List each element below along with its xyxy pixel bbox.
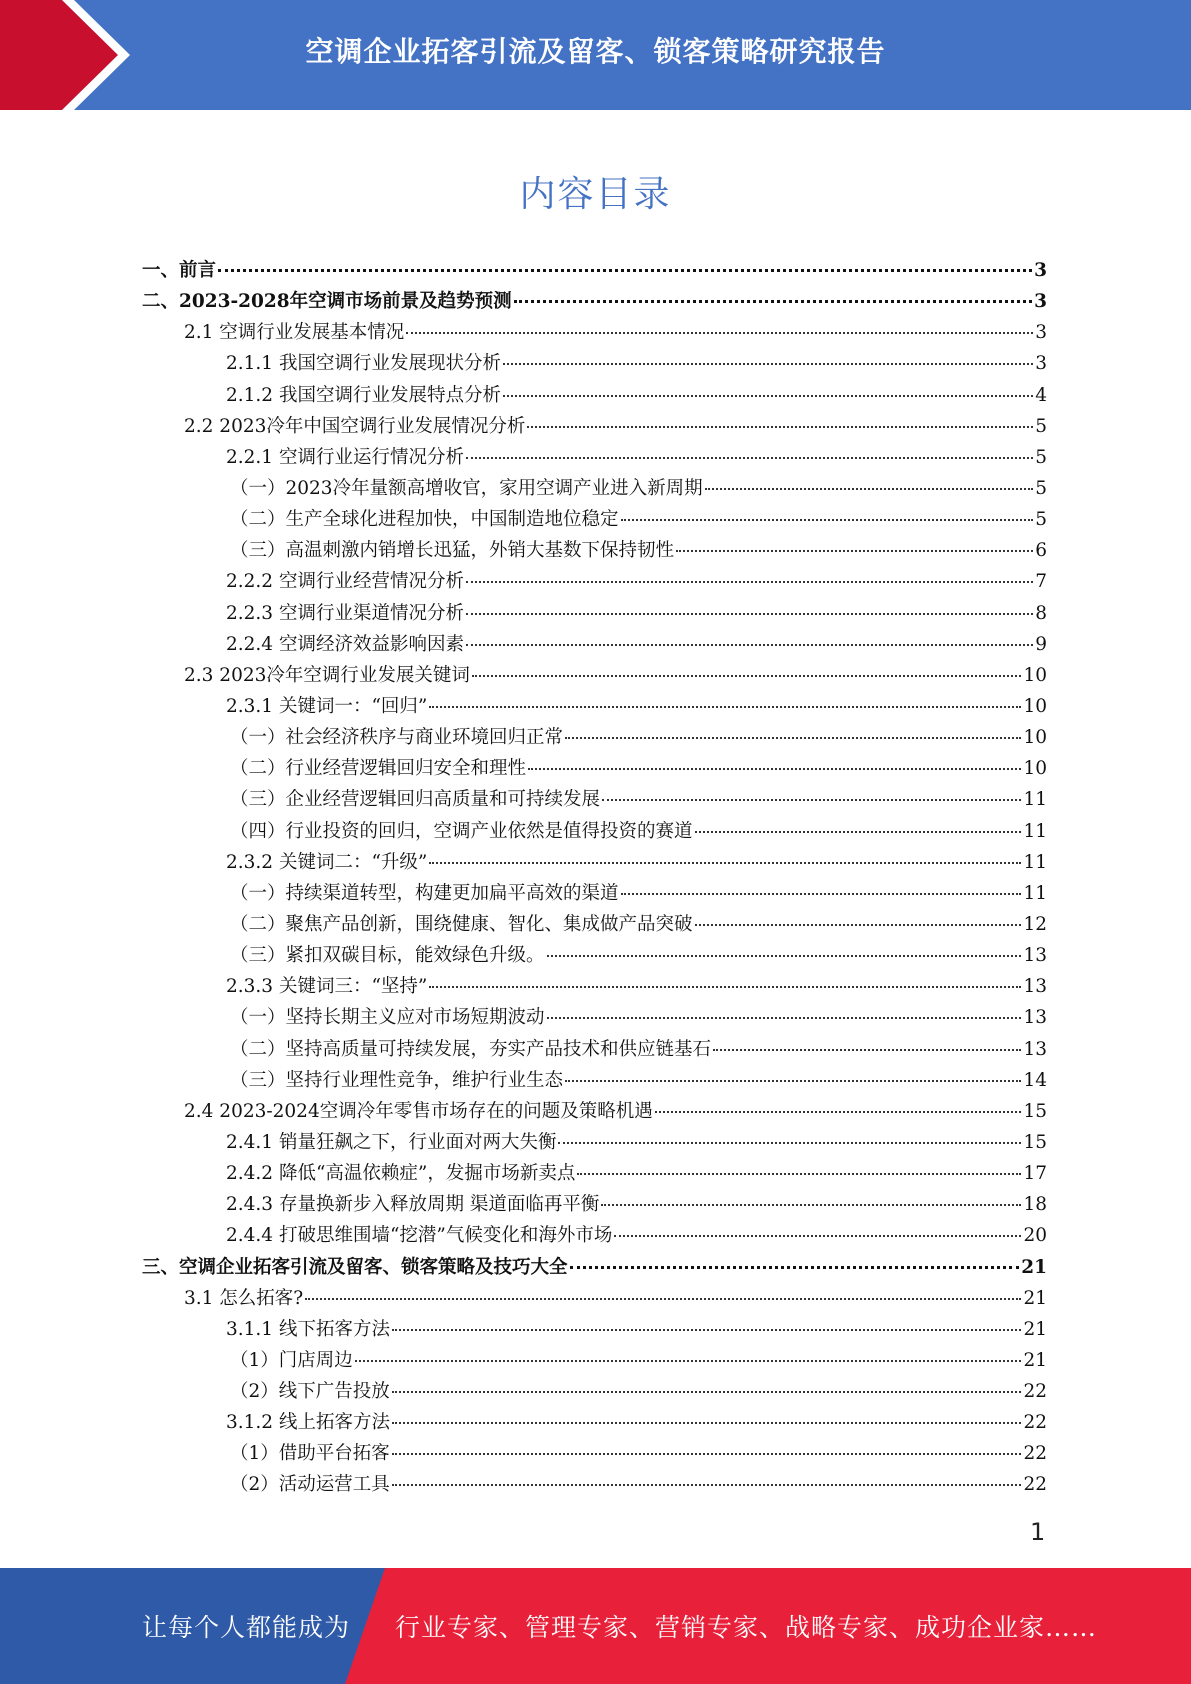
toc-entry-title: 2.4.2 降低“高温依赖症”，发掘市场新卖点 [226, 1163, 576, 1185]
toc-entry-title: 2.1.1 我国空调行业发展现状分析 [226, 353, 501, 375]
toc-entry-title: 3.1.2 线上拓客方法 [226, 1412, 390, 1434]
toc-entry[interactable] [142, 940, 1047, 971]
toc-entry[interactable] [142, 380, 1047, 411]
toc-entry[interactable] [142, 784, 1047, 815]
toc-dot-leader [406, 332, 1033, 334]
toc-dot-leader [695, 831, 1022, 833]
toc-entry[interactable] [142, 1096, 1047, 1127]
footer-slogan-right: 行业专家、管理专家、营销专家、战略专家、成功企业家…… [395, 1613, 1098, 1642]
toc-entry-title: 2.3 2023冷年空调行业发展关键词 [184, 664, 470, 686]
toc-entry[interactable] [142, 1065, 1047, 1096]
toc-title: 内容目录 [519, 174, 672, 215]
toc-entry-title: （二）生产全球化进程加快，中国制造地位稳定 [230, 509, 619, 531]
header-band [0, 0, 1191, 110]
toc-entry[interactable] [142, 1127, 1047, 1158]
toc-dot-leader [558, 1142, 1021, 1144]
toc-dot-leader [472, 675, 1022, 677]
toc-dot-leader [705, 488, 1034, 490]
toc-entry-title: （三）坚持行业理性竞争，维护行业生态 [230, 1069, 564, 1091]
toc-dot-leader [392, 1453, 1022, 1455]
toc-page-number: 22 [1023, 1474, 1047, 1496]
toc-entry-title: （一）社会经济秩序与商业环境回归正常 [230, 727, 564, 749]
toc-dot-leader [392, 1484, 1022, 1486]
toc-dot-leader [621, 893, 1022, 895]
toc-page-number: 11 [1023, 789, 1047, 811]
toc-dot-leader [514, 300, 1032, 303]
toc-page-number: 13 [1023, 1038, 1047, 1060]
toc-page-number: 5 [1035, 446, 1047, 468]
toc-entry-title: 一、前言 [142, 260, 217, 281]
toc-entry[interactable] [142, 629, 1047, 660]
toc-entry-title: （一）坚持长期主义应对市场短期波动 [230, 1007, 545, 1029]
toc-page-number: 6 [1035, 540, 1047, 562]
toc-page-number: 10 [1023, 758, 1047, 780]
toc-page-number: 5 [1035, 477, 1047, 499]
toc-page-number: 11 [1023, 882, 1047, 904]
toc-entry[interactable] [142, 504, 1047, 535]
toc-dot-leader [429, 986, 1021, 988]
toc-dot-leader [695, 924, 1022, 926]
toc-page-number: 3 [1034, 260, 1047, 281]
toc-entry-title: 3.1.1 线下拓客方法 [226, 1318, 390, 1340]
toc-page-number: 21 [1023, 1287, 1047, 1309]
toc-dot-leader [466, 457, 1033, 459]
toc-entry-title: （三）企业经营逻辑回归高质量和可持续发展 [230, 789, 601, 811]
table-of-contents [142, 255, 1047, 1501]
toc-page-number: 13 [1023, 1007, 1047, 1029]
toc-entry[interactable] [142, 411, 1047, 442]
toc-dot-leader [527, 426, 1033, 428]
toc-entry[interactable] [142, 473, 1047, 504]
toc-page-number: 3 [1035, 353, 1047, 375]
toc-entry-title: 2.1.2 我国空调行业发展特点分析 [226, 384, 501, 406]
toc-entry[interactable] [142, 286, 1047, 317]
toc-entry[interactable] [142, 816, 1047, 847]
toc-entry[interactable] [142, 1189, 1047, 1220]
toc-page-number: 3 [1035, 322, 1047, 344]
toc-entry-title: （二）聚焦产品创新，围绕健康、智化、集成做产品突破 [230, 913, 693, 935]
toc-dot-leader [429, 706, 1021, 708]
toc-entry-title: 2.4.3 存量换新步入释放周期 渠道面临再平衡 [226, 1194, 600, 1216]
toc-page-number: 11 [1023, 851, 1047, 873]
toc-page-number: 13 [1023, 945, 1047, 967]
toc-page-number: 20 [1023, 1225, 1047, 1247]
toc-entry-title: （1）借助平台拓客 [230, 1443, 390, 1465]
toc-entry-title: 二、2023-2028年空调市场前景及趋势预测 [142, 291, 512, 313]
toc-entry-title: 2.1 空调行业发展基本情况 [184, 322, 405, 344]
toc-entry-title: （四）行业投资的回归，空调产业依然是值得投资的赛道 [230, 820, 693, 842]
toc-page-number: 21 [1021, 1256, 1047, 1278]
toc-page-number: 21 [1023, 1349, 1047, 1371]
toc-entry[interactable] [142, 1034, 1047, 1065]
toc-entry[interactable] [142, 878, 1047, 909]
toc-dot-leader [601, 1204, 1021, 1206]
toc-entry[interactable] [142, 1252, 1047, 1283]
toc-dot-leader [392, 1422, 1021, 1424]
toc-page-number: 5 [1035, 509, 1047, 531]
footer-slogan-left: 让每个人都能成为 [142, 1613, 351, 1642]
toc-entry[interactable] [142, 442, 1047, 473]
toc-entry-title: （三）紧扣双碳目标，能效绿色升级。 [230, 945, 545, 967]
footer-band [0, 1568, 1191, 1684]
toc-dot-leader [713, 1049, 1021, 1051]
toc-entry[interactable] [142, 1314, 1047, 1345]
toc-page-number: 21 [1023, 1318, 1047, 1340]
toc-page-number: 15 [1023, 1100, 1047, 1122]
toc-entry-title: 2.2.2 空调行业经营情况分析 [226, 571, 464, 593]
toc-entry[interactable] [142, 753, 1047, 784]
toc-dot-leader [392, 1391, 1022, 1393]
toc-dot-leader [218, 269, 1032, 272]
toc-entry[interactable] [142, 1002, 1047, 1033]
toc-page-number: 4 [1035, 384, 1047, 406]
toc-entry[interactable] [142, 722, 1047, 753]
toc-entry[interactable] [142, 348, 1047, 379]
toc-dot-leader [528, 768, 1021, 770]
toc-page-number: 13 [1023, 976, 1047, 998]
toc-entry[interactable] [142, 1220, 1047, 1251]
toc-dot-leader [577, 1173, 1021, 1175]
toc-entry-title: （一）2023冷年量额高增收官，家用空调产业进入新周期 [230, 477, 703, 499]
toc-page-number: 14 [1023, 1069, 1047, 1091]
toc-entry-title: 2.4.1 销量狂飙之下，行业面对两大失衡 [226, 1131, 557, 1153]
toc-entry-title: （1）门店周边 [230, 1349, 353, 1371]
toc-entry[interactable] [142, 598, 1047, 629]
toc-page-number: 8 [1035, 602, 1047, 624]
toc-entry[interactable] [142, 566, 1047, 597]
toc-entry[interactable] [142, 847, 1047, 878]
toc-page-number: 15 [1023, 1131, 1047, 1153]
toc-dot-leader [655, 1111, 1022, 1113]
toc-dot-leader [429, 862, 1021, 864]
toc-page-number: 22 [1023, 1412, 1047, 1434]
toc-entry-title: （一）持续渠道转型，构建更加扁平高效的渠道 [230, 882, 619, 904]
toc-dot-leader [392, 1329, 1021, 1331]
header-chevron-graphic [0, 0, 160, 110]
toc-dot-leader [466, 581, 1033, 583]
toc-page-number: 11 [1023, 820, 1047, 842]
toc-dot-leader [466, 613, 1033, 615]
toc-page-number: 22 [1023, 1381, 1047, 1403]
toc-dot-leader [570, 1266, 1020, 1269]
toc-entry[interactable] [142, 255, 1047, 286]
toc-dot-leader [503, 395, 1033, 397]
toc-entry-title: 2.4 2023-2024空调冷年零售市场存在的问题及策略机遇 [184, 1100, 653, 1122]
toc-entry[interactable] [142, 660, 1047, 691]
toc-dot-leader [305, 1298, 1021, 1300]
toc-entry-title: 三、空调企业拓客引流及留客、锁客策略及技巧大全 [142, 1256, 568, 1278]
toc-entry[interactable] [142, 1407, 1047, 1438]
toc-entry[interactable] [142, 1376, 1047, 1407]
toc-entry[interactable] [142, 317, 1047, 348]
toc-entry-title: （2）活动运营工具 [230, 1474, 390, 1496]
toc-dot-leader [503, 363, 1033, 365]
toc-dot-leader [547, 1017, 1022, 1019]
toc-page-number: 7 [1035, 571, 1047, 593]
toc-entry-title: 2.4.4 打破思维围墙“挖潜”气候变化和海外市场 [226, 1225, 613, 1247]
toc-entry-title: （三）高温刺激内销增长迅猛，外销大基数下保持韧性 [230, 540, 675, 562]
toc-entry-title: 2.3.2 关键词二：“升级” [226, 851, 428, 873]
toc-page-number: 10 [1023, 664, 1047, 686]
toc-entry-title: （2）线下广告投放 [230, 1381, 390, 1403]
toc-dot-leader [621, 519, 1034, 521]
toc-entry[interactable] [142, 535, 1047, 566]
toc-entry[interactable] [142, 1158, 1047, 1189]
toc-page-number: 10 [1023, 727, 1047, 749]
toc-page-number: 18 [1023, 1194, 1047, 1216]
toc-entry-title: 2.3.3 关键词三：“坚持” [226, 976, 428, 998]
toc-dot-leader [355, 1360, 1022, 1362]
toc-dot-leader [676, 550, 1033, 552]
toc-entry[interactable] [142, 1345, 1047, 1376]
report-title: 空调企业拓客引流及留客、锁客策略研究报告 [305, 35, 886, 68]
toc-page-number: 5 [1035, 415, 1047, 437]
toc-dot-leader [602, 799, 1021, 801]
toc-entry-title: （二）行业经营逻辑回归安全和理性 [230, 758, 527, 780]
toc-entry-title: 2.2 2023冷年中国空调行业发展情况分析 [184, 415, 526, 437]
toc-dot-leader [466, 644, 1033, 646]
toc-page-number: 22 [1023, 1443, 1047, 1465]
toc-entry-title: 2.2.4 空调经济效益影响因素 [226, 633, 464, 655]
toc-entry[interactable] [142, 971, 1047, 1002]
toc-entry[interactable] [142, 909, 1047, 940]
toc-entry-title: 3.1 怎么拓客? [184, 1287, 304, 1309]
toc-dot-leader [547, 955, 1022, 957]
toc-entry-title: 2.2.3 空调行业渠道情况分析 [226, 602, 464, 624]
toc-dot-leader [565, 737, 1021, 739]
toc-page-number: 3 [1034, 291, 1047, 313]
toc-entry[interactable] [142, 691, 1047, 722]
toc-page-number: 17 [1023, 1163, 1047, 1185]
toc-entry-title: 2.3.1 关键词一：“回归” [226, 695, 428, 717]
page-number: 1 [1030, 1518, 1046, 1546]
toc-dot-leader [614, 1235, 1021, 1237]
toc-dot-leader [565, 1080, 1021, 1082]
toc-page-number: 10 [1023, 695, 1047, 717]
toc-entry-title: 2.2.1 空调行业运行情况分析 [226, 446, 464, 468]
toc-page-number: 12 [1023, 913, 1047, 935]
toc-entry[interactable] [142, 1438, 1047, 1469]
toc-entry[interactable] [142, 1469, 1047, 1500]
toc-entry[interactable] [142, 1283, 1047, 1314]
toc-page-number: 9 [1035, 633, 1047, 655]
toc-entry-title: （二）坚持高质量可持续发展，夯实产品技术和供应链基石 [230, 1038, 712, 1060]
